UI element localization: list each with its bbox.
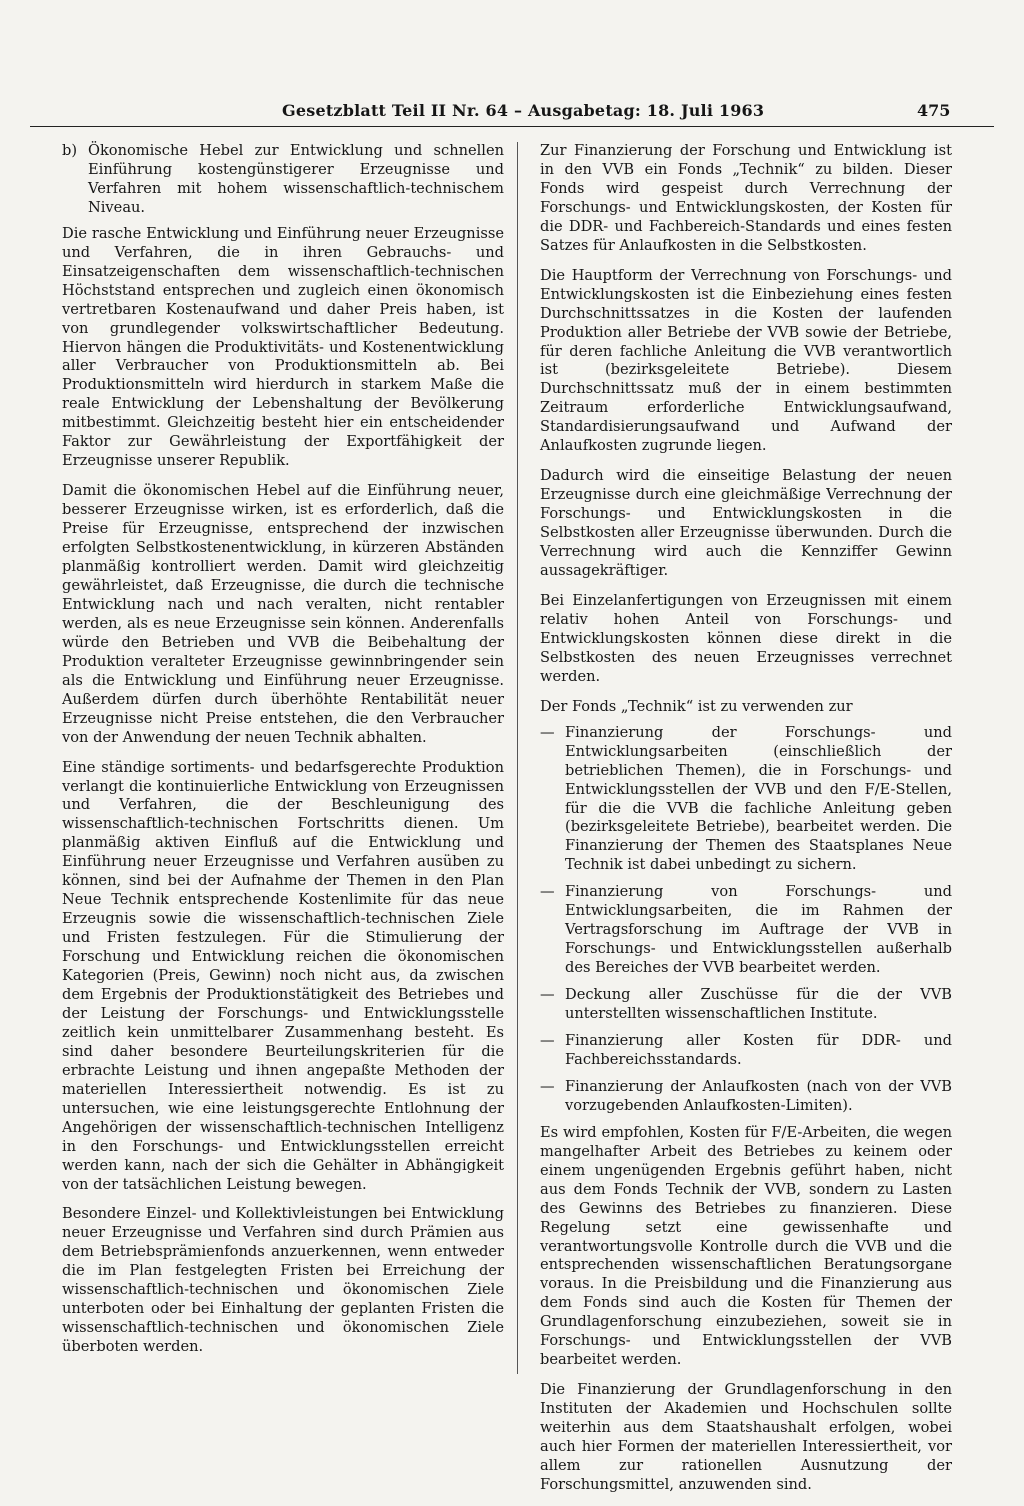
list-item-text: Finanzierung von Forschungs- und Entwicklungsarbeiten, die im Rahmen der Vertragsforschung im Auftrage der VVB in Forschungs- und Entwicklungsstellen außerhalb des Bereiches der VVB bearbeitet werden. <box>565 883 952 977</box>
paragraph: Damit die ökonomischen Hebel auf die Einführung neuer, besserer Erzeugnisse wirken, ist es erforderlich, daß die Preise für Erzeugnisse, entsprechend der inzwischen erfolgten Selbstkostenentwicklung, in kürzeren Abständen planmäßig kontrolliert werden. Damit wird gleichzeitig gewährleistet, daß Erzeugnisse, die durch die technische Entwicklung nach und nach veralten, nicht rentabler werden, als es neue Erzeugnisse sein können. Anderenfalls würde den Betrieben und VVB die Beibehaltung der Produktion veralteter Erzeugnisse gewinnbringender sein als die Entwicklung und Einführung neuer Erzeugnisse. Außerdem dürfen durch überhöhte Rentabilität neuer Erzeugnisse nicht Preise entstehen, die den Verbraucher von der Anwendung der neuen Technik abhalten. <box>62 482 504 746</box>
header-title: Gesetzblatt Teil II Nr. 64 – Ausgabetag: 18. Juli 1963 <box>282 101 765 120</box>
dash-marker: — <box>540 1031 555 1049</box>
list-intro: Der Fonds „Technik“ ist zu verwenden zur <box>540 697 853 715</box>
paragraph: Die rasche Entwicklung und Einführung neuer Erzeugnisse und Verfahren, die in ihren Gebrauchs- und Einsatzeigenschaften dem wissenschaftlich-technischen Höchststand entsprechen und zugleich einen ökonomisch vertretbaren Kostenaufwand und daher Preis haben, ist von grundlegender volkswirtschaftlicher Bedeutung. Hiervon hängen die Produktivitäts- und Kostenentwicklung aller Verbraucher von Produktionsmitteln ab. Bei Produktionsmitteln wird hierdurch in starkem Maße die reale Entwicklung der Lebenshaltung der Bevölkerung mitbestimmt. Gleichzeitig besteht hier ein entscheidender Faktor zur Gewährleistung der Exportfähigkeit der Erzeugnisse unserer Republik. <box>62 224 504 470</box>
dash-marker: — <box>540 883 555 901</box>
page-number: 475 <box>917 101 951 120</box>
column-divider <box>517 142 518 1374</box>
paragraph: Die Finanzierung der Grundlagenforschung in den Instituten der Akademien und Hochschulen sollte weiterhin aus dem Staatshaushalt erfolgen, wobei auch hier Formen der materiellen Interessiertheit, vor allem zur rationellen Ausnutzung der Forschungsmittel, anzuwenden sind. <box>540 1381 952 1493</box>
paragraph: Die Hauptform der Verrechnung von Forschungs- und Entwicklungskosten ist die Einbeziehung eines festen Durchschnittssatzes in die Kosten der laufenden Produktion aller Betriebe der VVB sowie der Betriebe, für deren fachliche Anleitung die VVB verantwortlich ist (bezirksgeleitete Betriebe). Diesem Durchschnittssatz muß der in einem bestimmten Zeitraum erforderliche Entwicklungsaufwand, Standardisierungsaufwand und Aufwand der Anlaufkosten zugrunde liegen. <box>540 266 952 455</box>
left-column <box>62 142 504 1368</box>
list-item-text: Finanzierung der Anlaufkosten (nach von der VVB vorzugebenden Anlaufkosten-Limiten). <box>565 1077 952 1114</box>
list-item-text: Finanzierung aller Kosten für DDR- und Fachbereichsstandards. <box>565 1031 952 1068</box>
paragraph: Eine ständige sortiments- und bedarfsgerechte Produktion verlangt die kontinuierliche Entwicklung von Erzeugnissen und Verfahren, die der Beschleunigung des wissenschaftlich-technischen Fortschritts dienen. Um planmäßig aktiven Einfluß auf die Entwicklung und Einführung neuer Erzeugnisse und Verfahren ausüben zu können, sind bei der Aufnahme der Themen in den Plan Neue Technik entsprechende Kostenlimite für das neue Erzeugnis sowie die wissenschaftlich-technischen Ziele und Fristen festzulegen. Für die Stimulierung der Forschung und Entwicklung reichen die ökonomischen Kategorien (Preis, Gewinn) noch nicht aus, da zwischen dem Ergebnis der Produktionstätigkeit des Betriebes und der Leistung der Forschungs- und Entwicklungsstelle zeitlich kein unmittelbarer Zusammenhang besteht. Es sind daher besondere Beurteilungskriterien für die erbrachte Leistung und ihnen angepaßte Methoden der materiellen Interessiertheit notwendig. Es ist zu untersuchen, wie eine leistungsgerechte Entlohnung der Angehörigen der wissenschaftlich-technischen Intelligenz in den Forschungs- und Entwicklungsstellen erreicht werden kann, nach der sich die Gehälter in Abhängigkeit von der tatsächlichen Leistung bewegen. <box>62 758 504 1193</box>
paragraph: Zur Finanzierung der Forschung und Entwicklung ist in den VVB ein Fonds „Technik“ zu bilden. Dieser Fonds wird gespeist durch Verrechnung der Forschungs- und Entwicklungskosten, der Kosten für die DDR- und Fachbereich-Standards und eines festen Satzes für Anlaufkosten in die Selbstkosten. <box>540 142 952 254</box>
dash-marker: — <box>540 1077 555 1095</box>
list-item-b <box>62 142 504 218</box>
list-item <box>540 1032 952 1070</box>
paragraph: Es wird empfohlen, Kosten für F/E-Arbeiten, die wegen mangelhafter Arbeit des Betriebes zu keinem oder einem ungenügenden Ergebnis geführt haben, nicht aus dem Fonds Technik der VVB, sondern zu Lasten des Gewinns des Betriebes zu finanzieren. Diese Regelung setzt eine gewissenhafte und verantwortungsvolle Kontrolle durch die VVB und die entsprechenden wissenschaftlichen Beratungsorgane voraus. In die Preisbildung und die Finanzierung aus dem Fonds sind auch die Kosten für Themen der Grundlagenforschung einzubeziehen, soweit sie in Forschungs- und Entwicklungsstellen der VVB bearbeitet werden. <box>540 1123 952 1369</box>
page-header <box>0 101 1024 123</box>
paragraph: Dadurch wird die einseitige Belastung der neuen Erzeugnisse durch eine gleichmäßige Verrechnung der Forschungs- und Entwicklungskosten in die Selbstkosten aller Erzeugnisse überwunden. Durch die Verrechnung wird auch die Kennziffer Gewinn aussagekräftiger. <box>540 467 952 580</box>
list-item-text: Deckung aller Zuschüsse für die der VVB unterstellten wissenschaftlichen Institute. <box>565 986 952 1023</box>
paragraph: Bei Einzelanfertigungen von Erzeugnissen mit einem relativ hohen Anteil von Forschungs- und Entwicklungskosten können diese direkt in die Selbstkosten des neuen Erzeugnisses verrechnet werden. <box>540 591 952 685</box>
dash-marker: — <box>540 723 555 741</box>
dash-marker: — <box>540 986 555 1004</box>
list-item <box>540 883 952 978</box>
item-b-text: Ökonomische Hebel zur Entwicklung und schnellen Einführung kostengünstigerer Erzeugnisse und Verfahren mit hohem wissenschaftlich-technischem Niveau. <box>88 142 504 216</box>
list-item-text: Finanzierung der Forschungs- und Entwicklungsarbeiten (einschließlich der betrieblichen Themen), die in Forschungs- und Entwicklungsstellen der VVB und den F/E-Stellen, für die die VVB die fachliche Anleitung geben (bezirksgeleitete Betriebe), bearbeitet werden. Die Finanzierung der Themen des Staatsplanes Neue Technik ist dabei unbedingt zu sichern. <box>565 723 952 874</box>
paragraph: Besondere Einzel- und Kollektivleistungen bei Entwicklung neuer Erzeugnisse und Verfahren sind durch Prämien aus dem Betriebsprämienfonds anzuerkennen, wenn entweder die im Plan festgelegten Fristen bei Erreichung der wissenschaftlich-technischen und ökonomischen Ziele unterboten oder bei Einhaltung der geplanten Fristen die wissenschaftlich-technischen und ökonomischen Ziele überboten werden. <box>62 1205 504 1356</box>
list-item <box>540 1078 952 1116</box>
item-marker: b) <box>62 142 78 159</box>
right-column <box>540 142 952 1506</box>
list-item <box>540 724 952 876</box>
header-rule <box>30 126 994 127</box>
list-item <box>540 986 952 1024</box>
